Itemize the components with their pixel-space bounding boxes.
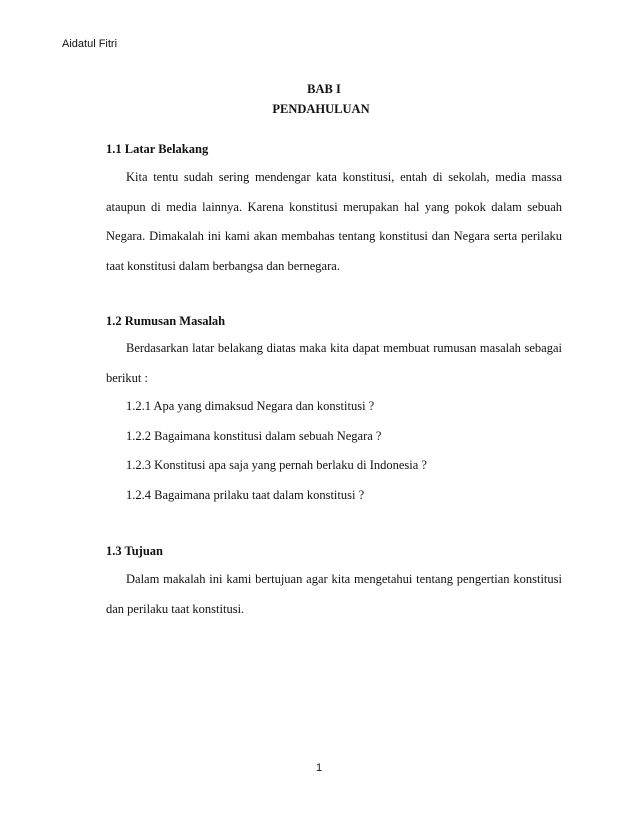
section-heading-purpose: 1.3 Tujuan <box>106 544 163 558</box>
section-text-purpose: Dalam makalah ini kami bertujuan agar kita mengetahui tentang pengertian konstitusi dan perilaku taat konstitusi. <box>106 572 562 616</box>
chapter-title: PENDAHULUAN <box>272 102 370 116</box>
problem-list <box>126 392 427 510</box>
list-item: 1.2.2 Bagaimana konstitusi dalam sebuah Negara ? <box>126 428 382 443</box>
header-author: Aidatul Fitri <box>62 38 118 50</box>
list-item: 1.2.3 Konstitusi apa saja yang pernah berlaku di Indonesia ? <box>126 458 427 472</box>
section-heading-problem: 1.2 Rumusan Masalah <box>106 314 226 328</box>
list-item: 1.2.4 Bagaimana prilaku taat dalam konstitusi ? <box>126 487 365 502</box>
chapter-number: BAB I <box>307 82 341 96</box>
section-text-background: Kita tentu sudah sering mendengar kata konstitusi, entah di sekolah, media massa ataupun di media lainnya. Karena konstitusi merupakan hal yang pokok dalam sebuah Negara. Dimakalah ini kami akan membahas tentang konstitusi dan Negara serta perilaku taat konstitusi dalam berbangsa dan bernegara. <box>106 170 562 273</box>
section-text-problem: Berdasarkan latar belakang diatas maka kita dapat membuat rumusan masalah sebagai berikut : <box>106 341 562 385</box>
section-heading-background: 1.1 Latar Belakang <box>106 142 209 156</box>
page-number: 1 <box>315 762 323 774</box>
list-item: 1.2.1 Apa yang dimaksud Negara dan konstitusi ? <box>126 399 375 413</box>
